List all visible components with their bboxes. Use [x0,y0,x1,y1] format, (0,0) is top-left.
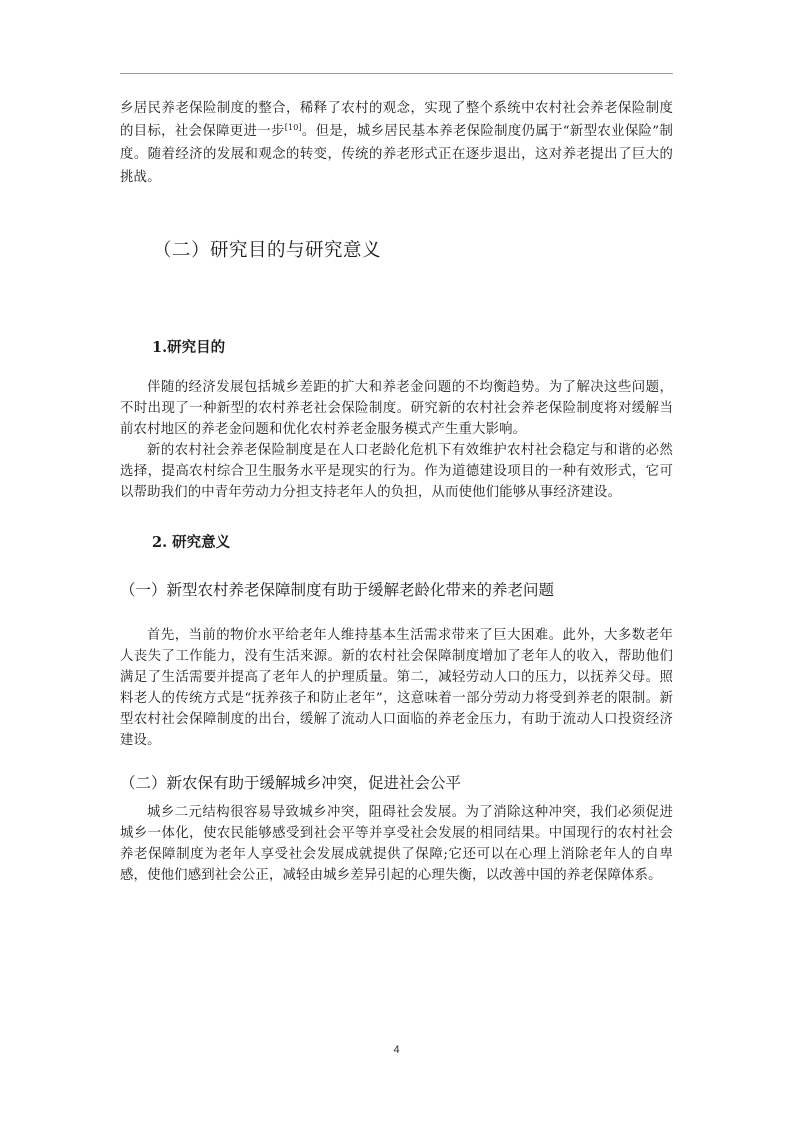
intro-paragraph-block [120,97,673,189]
significance-sub1-paragraph: 首先，当前的物价水平给老年人维持基本生活需求带来了巨大困难。此外，大多数老年人丧失了工作能力，没有生活来源。新的农村社会保障制度增加了老年人的收入，帮助他们满足了生活需要并提高了老年人的护理质量。第二，减轻劳动人口的压力，以抚养父母。照料老人的传统方式是“抚养孩子和防止老年”，这意味着一部分劳动力将受到养老的限制。新型农村社会保障制度的出台，缓解了流动人口面临的养老金压力，有助于流动人口投资经济建设。 [120,628,673,748]
header-rule [120,73,673,74]
page-number: 4 [393,1044,400,1056]
significance-sub2-block [120,802,673,886]
significance-sub2-paragraph: 城乡二元结构很容易导致城乡冲突，阻碍社会发展。为了消除这种冲突，我们必须促进城乡一体化，使农民能够感受到社会平等并享受社会发展的相同结果。中国现行的农村社会养老保障制度为老年人享受社会发展成就提供了保障;它还可以在心理上消除老年人的自卑感，使他们感到社会公正，减轻由城乡差异引起的心理失衡，以改善中国的养老保障体系。 [120,805,673,883]
purpose-heading: 1.研究目的 [152,339,226,356]
intro-paragraph [120,97,673,189]
intro-text-part-2: 。但是，城乡居民基本养老保险制度仍属于“新型农业保险”制度。随着经济的发展和观念的转变，传统的养老形式正在逐步退出，这对养老提出了巨大的挑战。 [120,124,673,185]
purpose-paragraph-2: 新的农村社会养老保险制度是在人口老龄化危机下有效维护农村社会稳定与和谐的必然选择，提高农村综合卫生服务水平是现实的行为。作为道德建设项目的一种有效形式，它可以帮助我们的中青年劳动力分担支持老年人的负担，从而使他们能够从事经济建设。 [120,443,673,500]
significance-sub1-heading: （一）新型农村养老保障制度有助于缓解老龄化带来的养老问题 [120,581,555,599]
significance-heading: 2. 研究意义 [152,534,231,551]
purpose-paragraphs [120,377,673,503]
significance-sub1-block [120,625,673,751]
intro-text-part-1: 乡居民养老保险制度的整合，稀释了农村的观念，实现了整个系统中农村社会养老保险制度的目标，社会保障更进一步 [120,101,673,139]
citation-marker: [10] [284,123,302,132]
section-heading: （二）研究目的与研究意义 [153,240,382,261]
significance-sub2-heading: （二）新农保有助于缓解城乡冲突，促进社会公平 [120,774,462,792]
purpose-paragraph-1: 伴随的经济发展包括城乡差距的扩大和养老金问题的不均衡趋势。为了解决这些问题，不时出现了一种新型的农村养老社会保险制度。研究新的农村社会养老保险制度将对缓解当前农村地区的养老金问题和优化农村养老金服务模式产生重大影响。 [120,380,673,437]
